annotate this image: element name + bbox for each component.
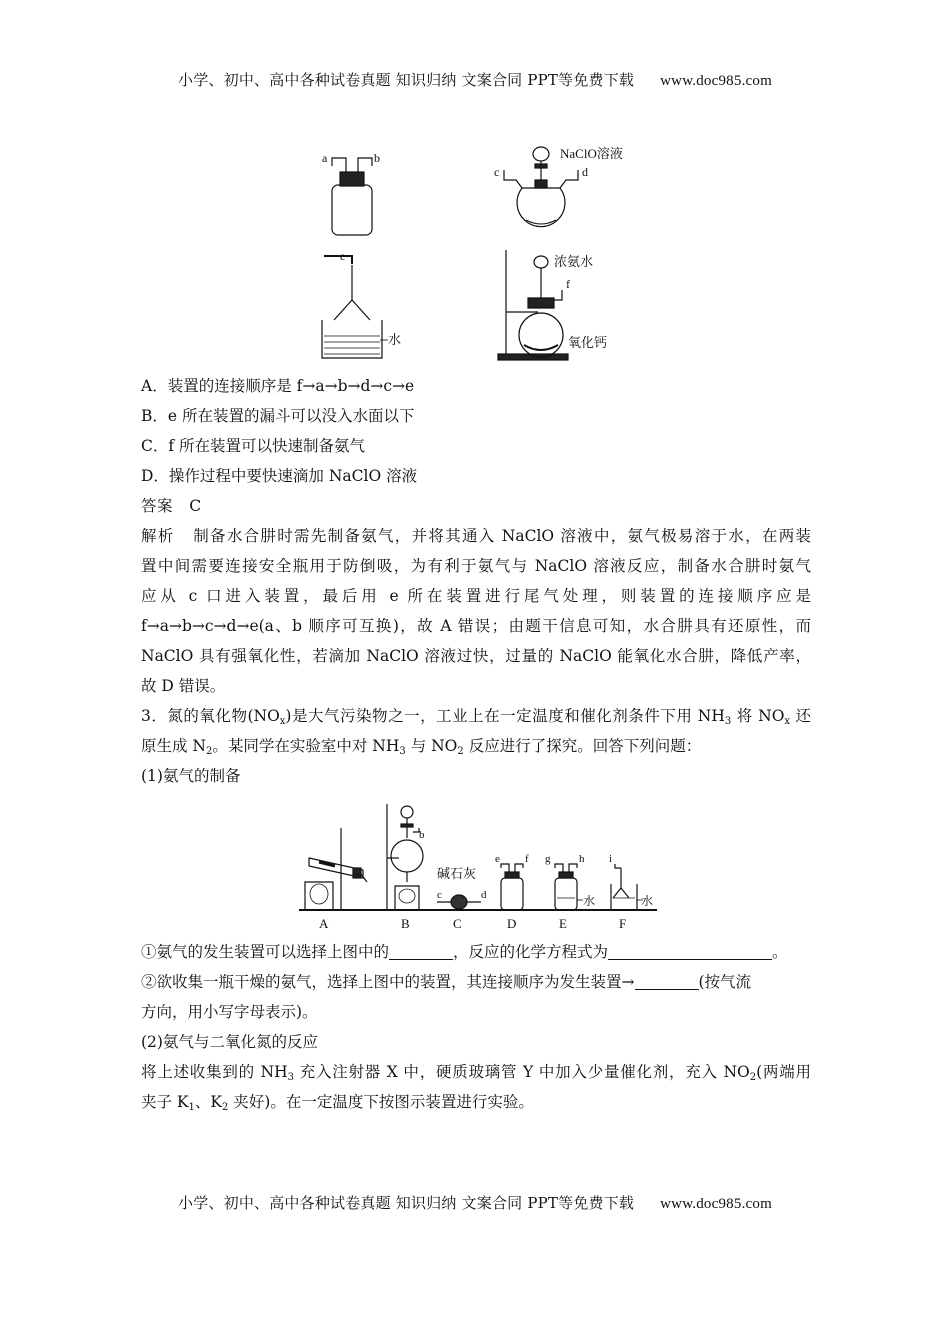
- q3-intro-1sub3: x: [784, 716, 791, 727]
- three-neck-flask: [494, 146, 623, 227]
- q3-intro-2sub3: 2: [457, 746, 464, 757]
- apparatus-F: [609, 853, 653, 931]
- q3-sub1-text-b: ，反应的化学方程式为: [453, 943, 609, 961]
- q3-intro-2d: 反应进行了探究。回答下列问题：: [463, 737, 702, 755]
- p2-2a: 夹子 K: [141, 1093, 189, 1111]
- gas-washing-bottle: [322, 151, 380, 235]
- fig2-label-c: c: [437, 889, 442, 901]
- q3-sub1: [141, 937, 811, 967]
- analysis-line-2: 置中间需要连接安全瓶用于防倒吸，为有利于氨气与 NaClO 溶液反应，制备水合肼时氨气: [141, 557, 811, 575]
- part2-line-2: [141, 1087, 811, 1117]
- fig1-label-b: b: [374, 151, 380, 165]
- header-text: 小学、初中、高中各种试卷真题 知识归纳 文案合同 PPT等免费下载: [178, 71, 635, 89]
- fig2-label-F: F: [619, 916, 627, 931]
- fig2-label-C: C: [453, 916, 462, 931]
- q3-intro-2sub: 2: [206, 746, 213, 757]
- fig2-label-water-e: 水: [583, 894, 596, 908]
- fig2-label-A: A: [319, 916, 329, 931]
- page-footer: [0, 1192, 950, 1213]
- p2-2c: 夹好)。在一定温度下按图示装置进行实验。: [228, 1093, 534, 1111]
- fig1-label-f: f: [566, 277, 570, 291]
- q3-sub2-text-a: ②欲收集一瓶干燥的氨气，选择上图中的装置，其连接顺序为发生装置→: [141, 973, 635, 991]
- beaker-funnel: [322, 249, 401, 358]
- analysis-label: 解析: [141, 527, 175, 545]
- fig2-label-B: B: [401, 916, 410, 931]
- p2-1a: 将上述收集到的 NH: [141, 1063, 288, 1081]
- fig1-label-cao: 氧化钙: [568, 335, 608, 350]
- fig2-label-D: D: [507, 916, 517, 931]
- fig1-label-naclo: NaClO溶液: [560, 146, 623, 161]
- header-site: www.doc985.com: [660, 73, 772, 89]
- fig2-label-d: d: [481, 889, 487, 901]
- answer-blank-1[interactable]: [389, 944, 453, 960]
- fig2-label-h: h: [579, 853, 585, 865]
- q3-intro-2a: 原生成 N: [141, 737, 206, 755]
- q3-intro-1sub2: 3: [724, 716, 732, 727]
- q3-intro-line-2: [141, 731, 811, 761]
- analysis-text-1: 制备水合肼时需先制备氨气，并将其通入 NaClO 溶液中，氨气极易溶于水，在两装: [193, 527, 811, 545]
- fig2-label-f: f: [525, 853, 529, 865]
- fig1-label-water: 水: [388, 332, 402, 347]
- footer-site: www.doc985.com: [660, 1196, 772, 1212]
- fig1-label-a: a: [322, 151, 328, 165]
- q3-intro-2sub2: 3: [399, 746, 406, 757]
- question-body: [141, 371, 811, 791]
- option-d: D．操作过程中要快速滴加 NaClO 溶液: [141, 467, 418, 485]
- answer-blank-2[interactable]: [608, 944, 772, 960]
- apparatus-E: [545, 853, 595, 931]
- q3-sub2-text-b: (按气流: [698, 973, 752, 991]
- fig2-label-g: g: [545, 853, 551, 865]
- fig1-label-c: c: [494, 165, 500, 179]
- question-3-body: [141, 937, 811, 1117]
- analysis-line-6: 故 D 错误。: [141, 677, 226, 695]
- fig2-label-b: b: [419, 829, 425, 841]
- option-c: C．f 所在装置可以快速制备氨气: [141, 437, 366, 455]
- apparatus-D: [495, 853, 529, 931]
- fig1-label-ammonia: 浓氨水: [554, 254, 594, 269]
- q3-sub2-line2: 方向，用小写字母表示)。: [141, 1003, 318, 1021]
- q3-intro-2c: 与 NO: [405, 737, 458, 755]
- q3-intro-line-1: [141, 701, 811, 731]
- footer-text: 小学、初中、高中各种试卷真题 知识归纳 文案合同 PPT等免费下载: [178, 1194, 635, 1212]
- fig2-label-soda-lime: 碱石灰: [437, 866, 477, 881]
- analysis-line-1: [141, 521, 811, 551]
- part2-title: (2)氨气与二氧化氮的反应: [141, 1033, 318, 1051]
- part1-title: (1)氨气的制备: [141, 767, 241, 785]
- figure-apparatus-2: [295, 798, 665, 934]
- p2-2b: 、K: [194, 1093, 222, 1111]
- analysis-line-3: 应从 c 口进入装置，最后用 e 所在装置进行尾气处理，则装置的连接顺序应是: [141, 587, 811, 605]
- part2-line-1: [141, 1057, 811, 1087]
- q3-sub2: [141, 967, 811, 997]
- ammonia-generator: [498, 250, 607, 360]
- answer-value: C: [189, 497, 202, 515]
- apparatus-C: [437, 866, 487, 931]
- fig1-label-e: e: [340, 249, 346, 263]
- fig2-label-e: e: [495, 853, 500, 865]
- fig1-label-d: d: [582, 165, 588, 179]
- page-header: [0, 69, 950, 90]
- q3-intro-2b: 。某同学在实验室中对 NH: [212, 737, 400, 755]
- fig2-label-E: E: [559, 916, 567, 931]
- p2-1b: 充入注射器 X 中，硬质玻璃管 Y 中加入少量催化剂，充入 NO: [294, 1063, 750, 1081]
- p2-1sub2: 2: [749, 1072, 757, 1083]
- p2-2sub2: 2: [221, 1102, 229, 1113]
- answer-blank-3[interactable]: [635, 974, 699, 990]
- analysis-line-4: f→a→b→c→d→e(a、b 顺序可互换)，故 A 错误；由题干信息可知，水合肼具有还原性，而: [141, 617, 811, 635]
- p2-2sub: 1: [188, 1102, 195, 1113]
- answer-label: 答案: [141, 497, 174, 515]
- q3-intro-1c: 将 NO: [731, 707, 785, 725]
- q3-intro-1d: 还: [790, 707, 811, 725]
- option-b: B．e 所在装置的漏斗可以没入水面以下: [141, 407, 415, 425]
- analysis-line-5: NaClO 具有强氧化性，若滴加 NaClO 溶液过快，过量的 NaClO 能氧化水合肼，降低产率，: [141, 647, 811, 665]
- answer-line: [141, 491, 811, 521]
- q3-sub1-end: 。: [772, 943, 788, 961]
- q3-intro-1a: 3．氮的氧化物(NO: [141, 707, 280, 725]
- p2-1c: (两端用: [756, 1063, 811, 1081]
- p2-1sub: 3: [287, 1072, 294, 1083]
- figure-apparatus-1: [310, 140, 640, 365]
- option-a: A．装置的连接顺序是 f→a→b→d→c→e: [141, 377, 415, 395]
- apparatus-B: [387, 804, 425, 931]
- q3-intro-1b: )是大气污染物之一，工业上在一定温度和催化剂条件下用 NH: [285, 707, 725, 725]
- fig2-label-a: a: [355, 869, 360, 881]
- q3-intro-1sub: x: [279, 716, 286, 727]
- q3-sub1-text-a: ①氨气的发生装置可以选择上图中的: [141, 943, 390, 961]
- apparatus-A: [305, 828, 367, 931]
- fig2-label-i: i: [609, 853, 613, 865]
- fig2-label-water-f: 水: [641, 894, 654, 908]
